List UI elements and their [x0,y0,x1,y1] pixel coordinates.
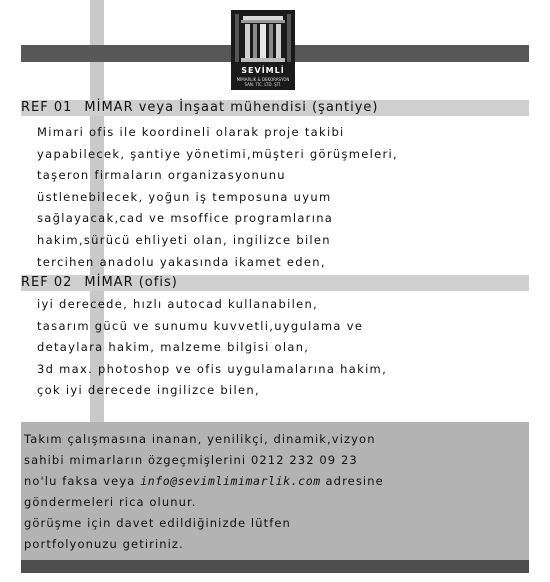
contact-line: görüşme için davet edildiğinizde lütfen [24,516,291,530]
logo-subtitle-line: SAN. TİC. LTD. ŞTİ. [244,82,282,87]
ref02-line: 3d max. photoshop ve ofis uygulamalarına hakim, [37,361,388,376]
logo-subtitle [231,77,295,87]
ref01-line: hakim,sürücü ehliyeti olan, ingilizce bilen [37,232,331,247]
ref02-description [37,294,387,402]
fax-text: no'lu faksa veya [24,474,136,488]
ref01-line: üstlenebilecek, yoğun iş temposuna uyum [37,189,332,204]
ref02-line: detaylara hakim, malzeme bilgisi olan, [37,340,310,355]
company-logo [231,10,295,90]
ref02-heading [21,275,178,291]
ref01-line: yapabilecek, şantiye yönetimi,müşteri görüşmeleri, [37,146,398,161]
ref01-line: taşeron firmaların organizasyonunu [37,168,286,183]
ref01-line: sağlayacak,cad ve msoffice programlarına [37,211,334,226]
ref01-title: MİMAR veya İnşaat mühendisi (şantiye) [84,100,379,115]
contact-line: sahibi mimarların özgeçmişlerini 0212 232 09 23 [24,453,358,467]
contact-line: Takım çalışmasına inanan, yenilikçi, dinamik,vizyon [24,432,376,446]
ref02-line: çok iyi derecede ingilizce bilen, [37,383,260,398]
ref01-line: Mimari ofis ile koordineli olarak proje takibi [37,125,345,139]
address-suffix: adresine [325,474,384,488]
ref02-line: iyi derecede, hızlı autocad kullanabilen, [37,297,319,311]
logo-subtitle-line: MİMARLIK & DEKORASYON [236,77,290,82]
contact-line: göndermeleri rica olunur. [24,495,197,509]
bottom-band [21,560,529,573]
column-building-icon [231,10,295,66]
ref01-heading [21,100,379,116]
contact-line [24,471,384,492]
ref02-title: MİMAR (ofis) [84,275,178,290]
logo-brand-name: SEVİMLİ [241,66,285,75]
ref02-code: REF 02 [21,275,73,290]
email-link[interactable]: info@sevimlimimarlik.com [140,474,321,488]
ref01-line: tercihen anadolu yakasında ikamet eden, [37,254,326,269]
contact-line: portfolyonuzu getiriniz. [24,537,184,551]
ref01-description [37,122,398,273]
ref01-code: REF 01 [21,100,73,115]
ref02-line: tasarım gücü ve sunumu kuvvetli,uygulama ve [37,318,364,333]
contact-text [24,429,384,555]
